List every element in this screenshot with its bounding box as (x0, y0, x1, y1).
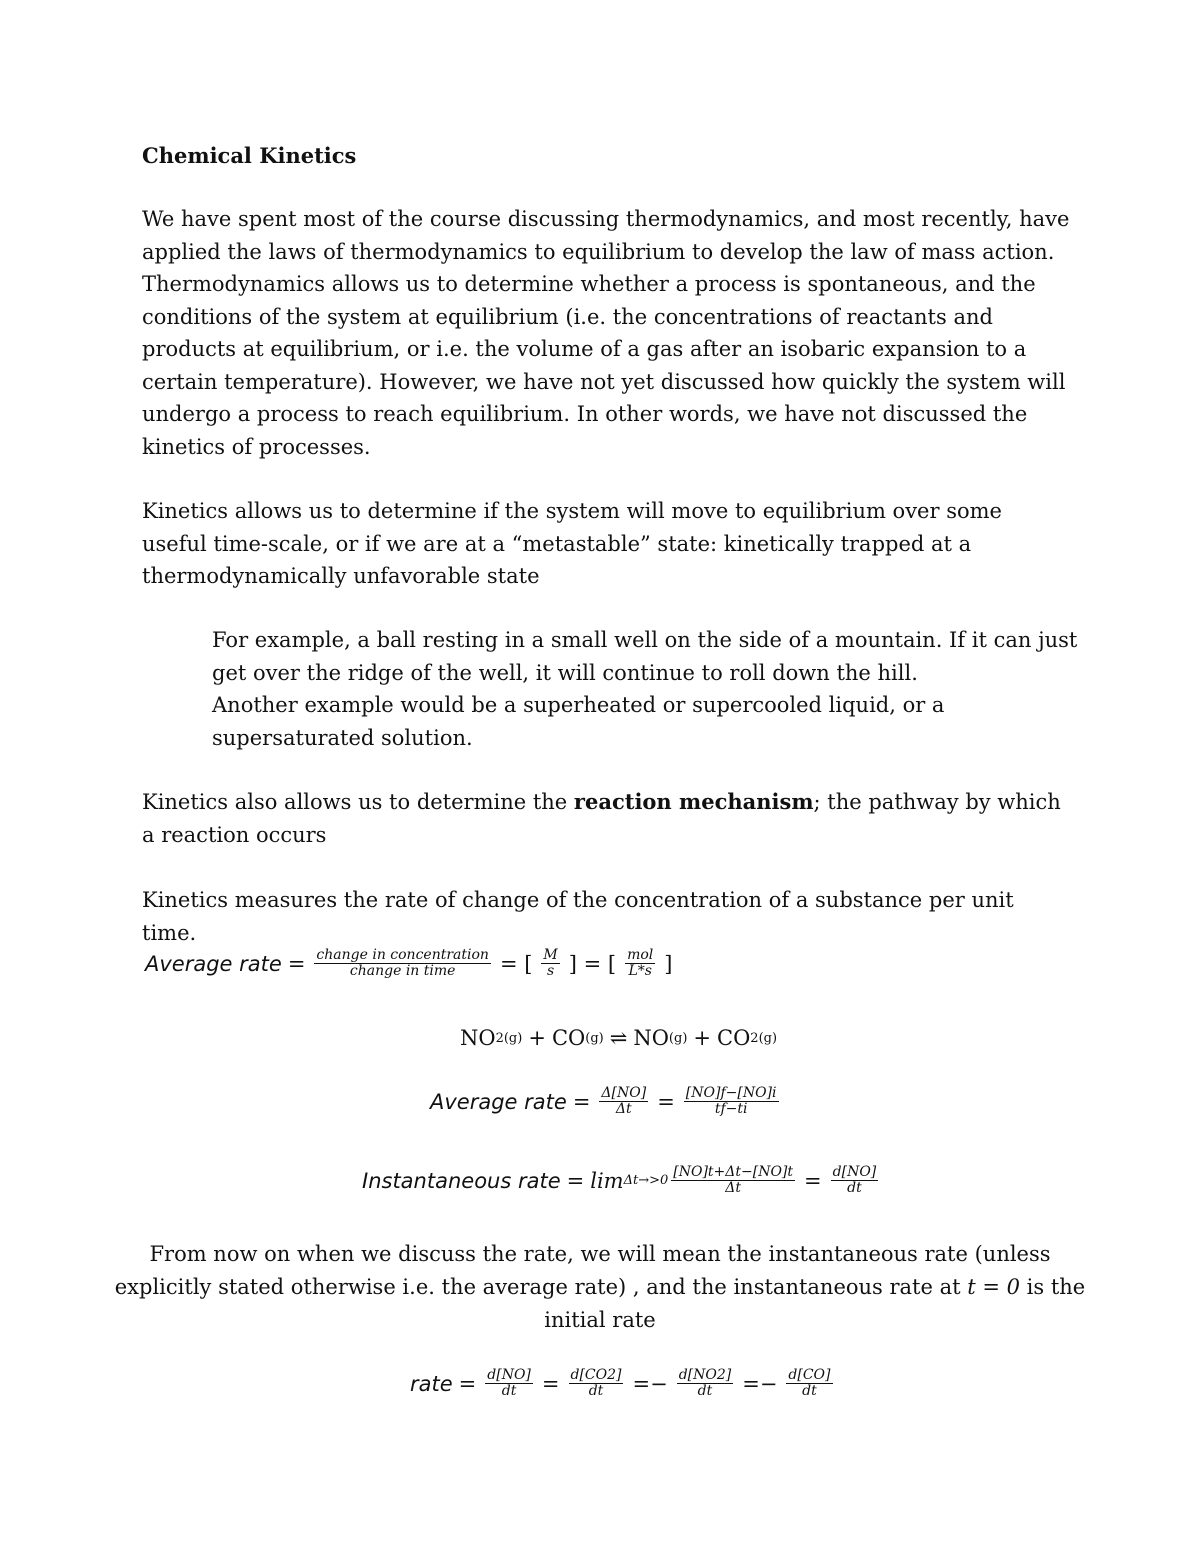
fraction-numerator: d[NO] (832, 1164, 877, 1180)
fraction-numerator: Δ[NO] (601, 1085, 647, 1101)
product-no-sub: (g) (668, 1030, 688, 1046)
fraction-denominator: dt (501, 1383, 517, 1400)
mechanism-text-after: ; the pathway by which a reaction occurs (142, 790, 1061, 847)
fraction-denominator: Δt (615, 1101, 632, 1118)
note-text-after: is the initial rate (544, 1275, 1086, 1332)
fraction-dno2-dt (677, 1368, 734, 1400)
fraction-denominator: change in time (349, 963, 456, 980)
mechanism-text-before: Kinetics also allows us to determine the (142, 790, 574, 814)
fraction-dno-dt (485, 1368, 533, 1400)
fraction-numerator: M (543, 947, 558, 963)
note-text-before: From now on when we discuss the rate, we will mean the instantaneous rate (unless explicitly stated otherwise i.e. the average rate) , and the instantaneous rate at (114, 1242, 1051, 1299)
fraction-denominator: dt (588, 1383, 604, 1400)
example-ball: For example, a ball resting in a small well on the side of a mountain. If it can just get over the ridge of the well, it will continue to roll down the hill. (212, 628, 1078, 685)
reactant-no2: NO (460, 1026, 496, 1050)
fraction-numerator: d[NO2] (678, 1367, 732, 1383)
fraction-denominator: tf−ti (714, 1101, 748, 1118)
fraction-numerator: mol (627, 947, 654, 963)
reactant-no2-sub: 2(g) (495, 1030, 523, 1046)
eq-label: Instantaneous rate (362, 1168, 561, 1193)
reaction-equation (460, 1026, 777, 1050)
paragraph-thermodynamics: We have spent most of the course discussing thermodynamics, and most recently, have applied the laws of thermodynamics to equilibrium to develop the law of mass action. Thermodynamics allows us to determine whether a process is spontaneous, and the conditions of the system at equilibrium (i.e. the concentrations of reactants and products at equilibrium, or i.e. the volume of a gas after an isobaric expansion to a certain temperature). However, we have not yet discussed how quickly the system will undergo a process to reach equilibrium. In other words, we have not discussed the kinetics of processes. (142, 207, 1070, 459)
product-no: NO (633, 1026, 669, 1050)
limit-subscript: Δt→>0 (623, 1173, 669, 1189)
mechanism-term: reaction mechanism (573, 789, 814, 814)
fraction-denominator: dt (802, 1383, 817, 1400)
fraction-numerator: change in concentration (316, 947, 489, 963)
fraction-change-conc (314, 948, 491, 980)
product-co2: CO (717, 1026, 751, 1050)
fraction-derivative (831, 1165, 879, 1197)
fraction-numerator: [NO]t+Δt−[NO]t (673, 1164, 794, 1180)
fraction-denominator: dt (847, 1180, 862, 1197)
fraction-limit-diff (671, 1165, 795, 1197)
eq-label: rate (410, 1371, 453, 1396)
equation-average-rate-no: Average rate = $\frac{\Delta[NO]}{\Delta t}$ = $\frac{[NO]f-[NO]i}{tf-ti}$ (430, 1085, 777, 1118)
equilibrium-arrow-icon: ⇌ (609, 1026, 628, 1050)
fraction-dco2-dt (569, 1368, 624, 1400)
fraction-dco-dt (786, 1368, 832, 1400)
fraction-final-initial (684, 1086, 779, 1118)
fraction-numerator: d[NO] (487, 1367, 531, 1383)
reactant-co-sub: (g) (585, 1030, 604, 1046)
examples-block (212, 624, 1082, 754)
reactant-co: CO (551, 1026, 586, 1050)
eq-label: Average rate (145, 951, 282, 976)
limit-operator: lim (590, 1168, 624, 1193)
paragraph-mechanism (142, 786, 1072, 851)
plus-sign: + (693, 1026, 711, 1050)
eq-label: Average rate (430, 1089, 567, 1114)
paragraph-metastable: Kinetics allows us to determine if the system will move to equilibrium over some useful time-scale, or if we are at a “metastable” state: kinetically trapped at a thermodynamically unfavorable state (142, 499, 1002, 588)
example-superheated: Another example would be a superheated or supercooled liquid, or a supersaturated solution. (212, 693, 945, 750)
fraction-unit-m-s (541, 948, 559, 980)
fraction-denominator: s (546, 963, 555, 980)
page-title: Chemical Kinetics (142, 143, 357, 168)
equation-instantaneous-rate: Instantaneous rate = lim Δt→>0 $\frac{[NO]t+\Delta t-[NO]t}{\Delta t}$ = $\frac{d[NO]}{dt}$ (362, 1164, 877, 1197)
fraction-numerator: d[CO2] (570, 1367, 622, 1383)
fraction-denominator: dt (697, 1383, 713, 1400)
fraction-denominator: Δt (725, 1180, 742, 1197)
fraction-denominator: L*s (628, 963, 652, 980)
equation-rate-expression: rate = $\frac{d[NO]}{dt}$ = $\frac{d[CO2]}{dt}$ =− $\frac{d[NO2]}{dt}$ =− $\frac{d[CO]}{dt}$ (410, 1367, 831, 1400)
fraction-numerator: d[CO] (788, 1367, 831, 1383)
paragraph-instantaneous-note (100, 1238, 1100, 1337)
fraction-unit-mol (625, 948, 655, 980)
paragraph-rate-definition: Kinetics measures the rate of change of the concentration of a substance per unit time. (142, 888, 1014, 945)
note-t-equals-zero: t = 0 (967, 1275, 1020, 1299)
equation-average-rate-definition: Average rate = $\frac{\text{change in concentration}}{\text{change in time}}$ = [ $\frac{M}{s}$ ] = [ $\frac{\text{mol}}{L*s}$ ] (145, 947, 673, 980)
product-co2-sub: 2(g) (750, 1030, 778, 1046)
fraction-delta-no (599, 1086, 648, 1118)
fraction-numerator: [NO]f−[NO]i (685, 1085, 777, 1101)
plus-sign: + (528, 1026, 546, 1050)
